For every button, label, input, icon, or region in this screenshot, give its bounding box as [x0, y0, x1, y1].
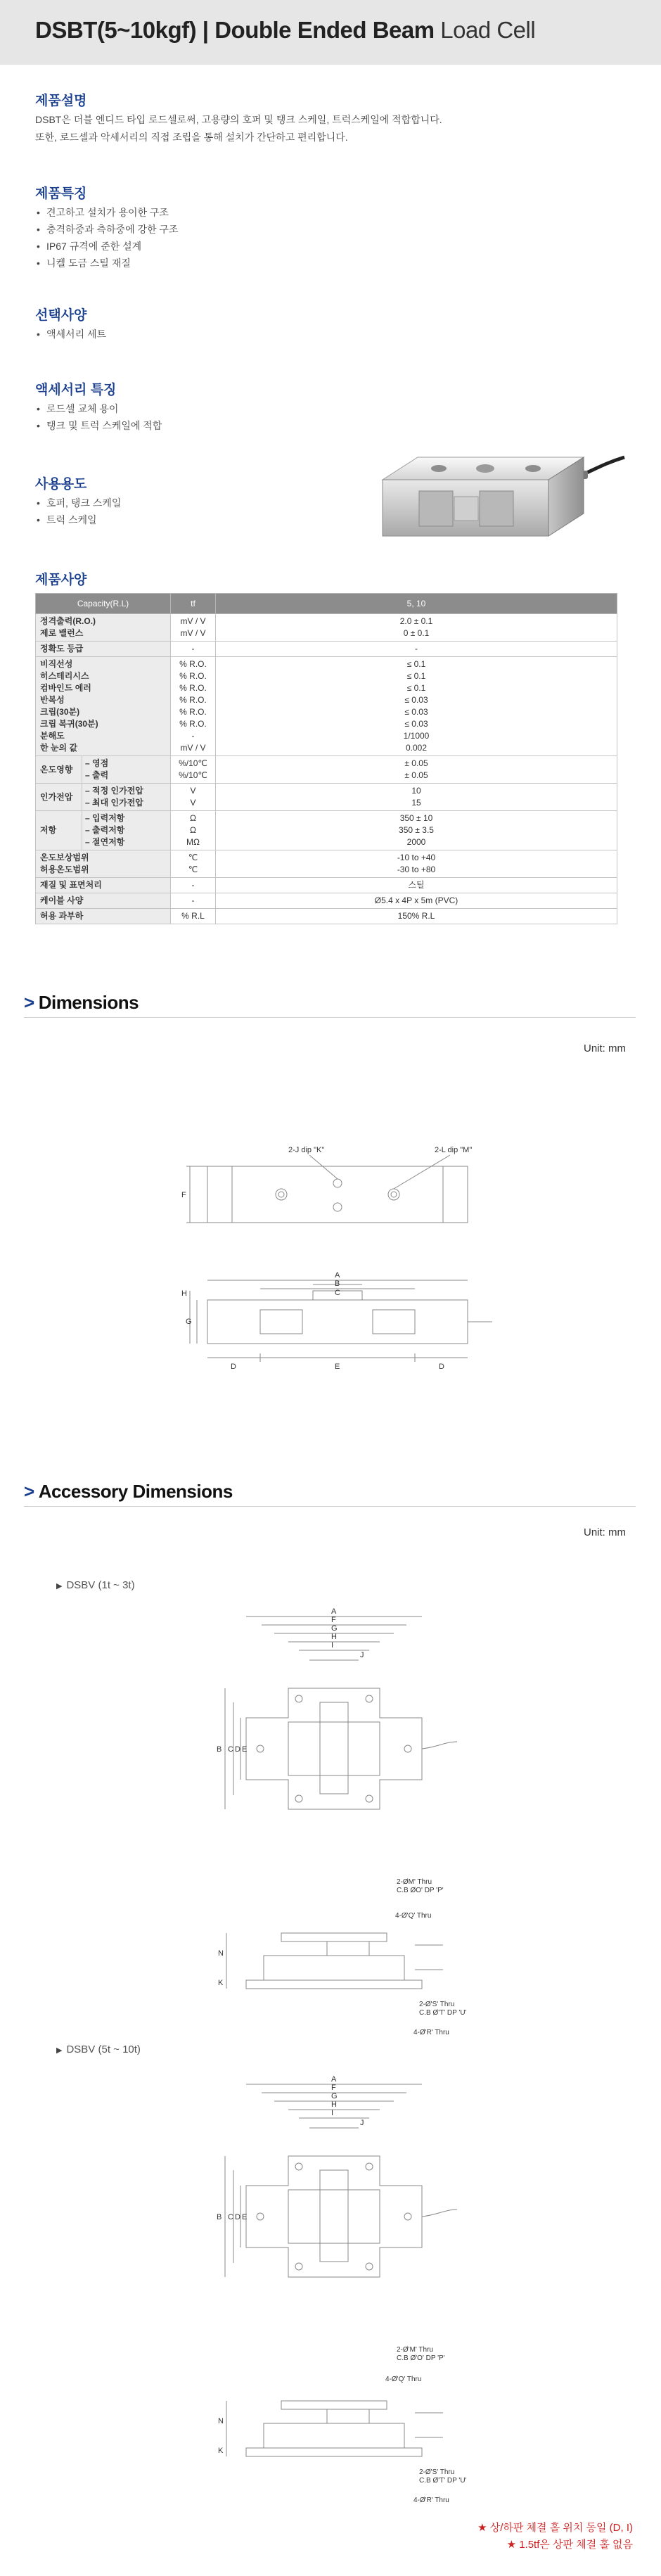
spec-value: 350 ± 3.5 — [399, 825, 434, 835]
acc1-h-label: H — [331, 1633, 337, 1641]
spec-unit: % R.O. — [179, 719, 207, 729]
spec-label: 크립(30분) — [40, 707, 80, 717]
spec-value: 2000 — [406, 837, 426, 847]
spec-label: 케이블 사양 — [40, 895, 84, 905]
spec-value: 2.0 ± 0.1 — [399, 616, 433, 626]
accessory-dimensions-unit: Unit: mm — [584, 1526, 626, 1538]
spec-label: 재질 및 표면처리 — [40, 880, 102, 890]
accessory-dimensions-divider — [24, 1506, 636, 1507]
spec-value: 0 ± 0.1 — [403, 628, 430, 638]
dim-b-label: B — [335, 1280, 340, 1288]
dim-c-label: C — [335, 1289, 340, 1297]
spec-row — [36, 878, 617, 893]
spec-row — [36, 657, 617, 756]
dim-a-label: A — [335, 1271, 340, 1280]
options-list — [35, 326, 106, 343]
acc1-n-label: N — [218, 1949, 224, 1958]
spec-label: 허용온도범위 — [40, 865, 89, 874]
application-item: • 트럭 스케일 — [35, 511, 121, 528]
dimensions-title: Dimensions — [38, 992, 139, 1013]
spec-row — [36, 642, 617, 657]
spec-unit: mV / V — [180, 616, 206, 626]
dim-g-label: G — [186, 1318, 192, 1326]
spec-unit: V — [190, 786, 196, 796]
feature-item: • IP67 규격에 준한 설계 — [35, 238, 178, 255]
accessory-drawing-1t-3t — [211, 1590, 492, 2040]
acc2-a-label: A — [331, 2075, 337, 2084]
acc1-callout: 2-Ø'S' Thru — [419, 2001, 455, 2008]
accessory-dimensions-title: Accessory Dimensions — [38, 1481, 233, 1502]
spec-row — [36, 811, 617, 850]
spec-label: 비직선성 — [40, 659, 73, 669]
spec-value: - — [415, 644, 418, 653]
spec-unit: - — [191, 731, 195, 741]
dimensions-drawing — [176, 1140, 499, 1379]
option-item: • 액세서리 세트 — [35, 326, 106, 343]
spec-label: 온도보상범위 — [40, 853, 89, 862]
spec-col-unit: tf — [171, 594, 216, 614]
spec-value: ≤ 0.1 — [406, 671, 426, 681]
dim-e-label: E — [335, 1363, 340, 1371]
spec-unit: % R.O. — [179, 707, 207, 717]
spec-value: ≤ 0.1 — [406, 659, 426, 669]
dim-f-label: F — [181, 1191, 186, 1199]
acc1-callout: 4-Ø'R' Thru — [413, 2029, 449, 2036]
acc1-b-label: B — [217, 1745, 222, 1754]
options-heading: 선택사양 — [35, 308, 87, 323]
spec-unit: - — [191, 880, 195, 890]
spec-label: 한 눈의 값 — [40, 743, 78, 753]
description-heading: 제품설명 — [35, 94, 87, 108]
spec-row — [36, 784, 617, 811]
spec-unit: V — [190, 798, 196, 808]
accessory-set-caption — [56, 1579, 135, 1591]
spec-label: 정확도 등급 — [40, 644, 84, 653]
spec-label: 저항 — [40, 825, 57, 835]
accessory-set-name: DSBV (5t ~ 10t) — [66, 2043, 141, 2055]
spec-value: ± 0.05 — [404, 758, 428, 768]
acc2-j-label: J — [360, 2119, 364, 2127]
application-item: • 호퍼, 탱크 스케일 — [35, 495, 121, 511]
accessory-set-name: DSBV (1t ~ 3t) — [66, 1579, 135, 1591]
front-view-outline — [207, 1300, 468, 1344]
spec-row — [36, 893, 617, 909]
description-line-1: DSBT은 더블 엔디드 타입 로드셀로써, 고용량의 호퍼 및 탱크 스케일, 트럭스케일에 적합합니다. — [35, 114, 442, 125]
acc1-callout: C.B ØO' DP 'P' — [397, 1887, 444, 1894]
acc2-callout: 2-Ø'S' Thru — [419, 2468, 455, 2476]
spec-value: 0.002 — [405, 743, 428, 753]
accessory-set-caption — [56, 2043, 141, 2055]
acc1-g-label: G — [331, 1624, 338, 1633]
feature-item: • 니켈 도금 스틸 재질 — [35, 255, 178, 272]
spec-sublabel: – 출력 — [85, 770, 109, 780]
spec-header-row — [36, 594, 617, 614]
accessory-dimensions-heading — [24, 1481, 233, 1503]
acc2-c-label: C — [228, 2213, 233, 2221]
features-list — [35, 204, 178, 272]
acc2-callout: 2-Ø'M' Thru — [397, 2346, 433, 2354]
acc1-callout: 2-ØM' Thru — [397, 1878, 432, 1886]
title-rest: Load Cell — [434, 17, 536, 43]
spec-label: 크립 복귀(30분) — [40, 719, 98, 729]
acc2-d-label: D — [235, 2213, 240, 2221]
spec-table — [35, 593, 617, 924]
spec-value: 15 — [411, 798, 421, 808]
spec-value: 10 — [411, 786, 421, 796]
acc1-callout: 4-Ø'Q' Thru — [395, 1912, 432, 1920]
spec-col-value: 5, 10 — [216, 594, 617, 614]
spec-label: 분해도 — [40, 731, 65, 741]
acc2-callout: 4-Ø'Q' Thru — [385, 2376, 422, 2383]
spec-sublabel: – 출력저항 — [85, 825, 125, 835]
acc2-callout: C.B Ø'T' DP 'U' — [419, 2477, 467, 2485]
spec-label: 정격출력(R.O.) — [40, 616, 96, 626]
page-title — [35, 17, 535, 44]
load-cell-product-image — [373, 447, 626, 542]
acc2-callout: C.B Ø'O' DP 'P' — [397, 2354, 445, 2362]
acc2-e-label: E — [242, 2213, 248, 2221]
accessory-top-plate — [246, 2156, 422, 2277]
spec-unit: %/10℃ — [179, 758, 207, 768]
spec-unit: ℃ — [188, 853, 198, 862]
acc2-i-label: I — [331, 2109, 334, 2117]
spec-sublabel: – 적정 인가전압 — [85, 786, 143, 796]
accessory-top-plate — [246, 1688, 422, 1809]
spec-sublabel: – 영점 — [85, 758, 109, 768]
spec-unit: %/10℃ — [179, 770, 207, 780]
chevron-right-icon: > — [24, 992, 34, 1013]
spec-label: 인가전압 — [40, 791, 73, 802]
spec-value: ≤ 0.03 — [404, 707, 428, 717]
dimensions-heading — [24, 992, 139, 1014]
dimensions-divider — [24, 1017, 636, 1018]
spec-value: 1/1000 — [403, 731, 430, 741]
acc2-callout: 4-Ø'R' Thru — [413, 2497, 449, 2504]
dim-d-label-right: D — [439, 1363, 444, 1371]
spec-value: -10 to +40 — [397, 853, 436, 862]
spec-col-capacity: Capacity(R.L) — [36, 594, 171, 614]
header-banner — [0, 0, 661, 65]
accessory-feature-item: • 탱크 및 트럭 스케일에 적합 — [35, 417, 162, 434]
spec-value: 스틸 — [408, 880, 425, 890]
spec-unit: Ω — [190, 813, 196, 823]
accessory-feature-item: • 로드셀 교체 용이 — [35, 400, 162, 417]
spec-sublabel: – 입력저항 — [85, 813, 125, 823]
accessory-features-heading: 액세서리 특징 — [35, 383, 117, 397]
spec-value: ≤ 0.03 — [404, 719, 428, 729]
features-heading: 제품특징 — [35, 186, 87, 201]
spec-row — [36, 909, 617, 924]
spec-row — [36, 756, 617, 784]
acc1-d-label: D — [235, 1745, 240, 1754]
spec-value: 350 ± 10 — [399, 813, 433, 823]
dim-j-dip-label: 2-J dip "K" — [288, 1146, 325, 1154]
spec-label: 허용 과부하 — [40, 911, 84, 921]
spec-unit: mV / V — [180, 628, 206, 638]
spec-unit: % R.L — [181, 911, 205, 921]
spec-label: 제로 밸런스 — [40, 628, 84, 638]
acc1-k-label: K — [218, 1979, 224, 1987]
title-bold: DSBT(5~10kgf) | Double Ended Beam — [35, 17, 435, 43]
dimensions-unit: Unit: mm — [584, 1042, 626, 1054]
acc1-a-label: A — [331, 1607, 337, 1616]
note-hole-position: ★ 상/하판 체결 홀 위치 동일 (D, I) — [477, 2522, 633, 2534]
spec-unit: % R.O. — [179, 683, 207, 693]
acc2-k-label: K — [218, 2447, 224, 2455]
feature-item: • 견고하고 설치가 용이한 구조 — [35, 204, 178, 221]
applications-list — [35, 495, 121, 528]
acc1-f-label: F — [331, 1616, 336, 1624]
spec-unit: % R.O. — [179, 659, 207, 669]
acc1-j-label: J — [360, 1651, 364, 1659]
chevron-right-icon: > — [24, 1481, 34, 1502]
spec-value: ± 0.05 — [404, 770, 428, 780]
dim-l-dip-label: 2-L dip "M" — [435, 1146, 473, 1154]
spec-value: -30 to +80 — [397, 865, 436, 874]
spec-label: 컴바인드 에러 — [40, 683, 91, 693]
spec-unit: MΩ — [186, 837, 200, 847]
spec-row — [36, 614, 617, 642]
spec-label: 온도영향 — [40, 764, 73, 774]
spec-unit: % R.O. — [179, 671, 207, 681]
spec-value: 150% R.L — [397, 911, 435, 921]
applications-heading: 사용용도 — [35, 477, 87, 492]
acc1-c-label: C — [228, 1745, 233, 1754]
note-no-upper-hole: ★ 1.5tf은 상판 체결 홀 없음 — [506, 2539, 633, 2551]
spec-label: 히스테리시스 — [40, 671, 89, 681]
spec-unit: Ω — [190, 825, 196, 835]
spec-unit: % R.O. — [179, 695, 207, 705]
spec-heading: 제품사양 — [35, 573, 87, 587]
spec-unit: - — [191, 895, 195, 905]
acc1-e-label: E — [242, 1745, 248, 1754]
accessory-drawing-5t-10t — [211, 2058, 492, 2508]
dim-d-label-left: D — [231, 1363, 236, 1371]
top-view-outline — [207, 1166, 468, 1223]
spec-unit: ℃ — [188, 865, 198, 874]
spec-unit: - — [191, 644, 195, 653]
feature-item: • 충격하중과 측하중에 강한 구조 — [35, 221, 178, 238]
acc2-g-label: G — [331, 2092, 338, 2100]
spec-value: ≤ 0.03 — [404, 695, 428, 705]
triangle-right-icon: ▶ — [56, 2046, 63, 2055]
acc1-i-label: I — [331, 1641, 334, 1650]
spec-row — [36, 850, 617, 878]
accessory-features-list — [35, 400, 162, 434]
spec-unit: mV / V — [180, 743, 206, 753]
acc2-h-label: H — [331, 2100, 337, 2109]
spec-label: 반복성 — [40, 695, 65, 705]
spec-value: Ø5.4 x 4P x 5m (PVC) — [374, 895, 458, 905]
description-line-2: 또한, 로드셀과 악세서리의 직접 조립을 통해 설치가 간단하고 편리합니다. — [35, 132, 348, 143]
triangle-right-icon: ▶ — [56, 1582, 63, 1590]
acc2-b-label: B — [217, 2213, 222, 2221]
spec-sublabel: – 최대 인가전압 — [85, 798, 143, 808]
acc1-callout: C.B Ø'T' DP 'U' — [419, 2009, 467, 2017]
acc2-f-label: F — [331, 2084, 336, 2092]
acc2-n-label: N — [218, 2417, 224, 2425]
spec-sublabel: – 절연저항 — [85, 837, 125, 847]
dim-h-label: H — [181, 1289, 187, 1298]
spec-value: ≤ 0.1 — [406, 683, 426, 693]
